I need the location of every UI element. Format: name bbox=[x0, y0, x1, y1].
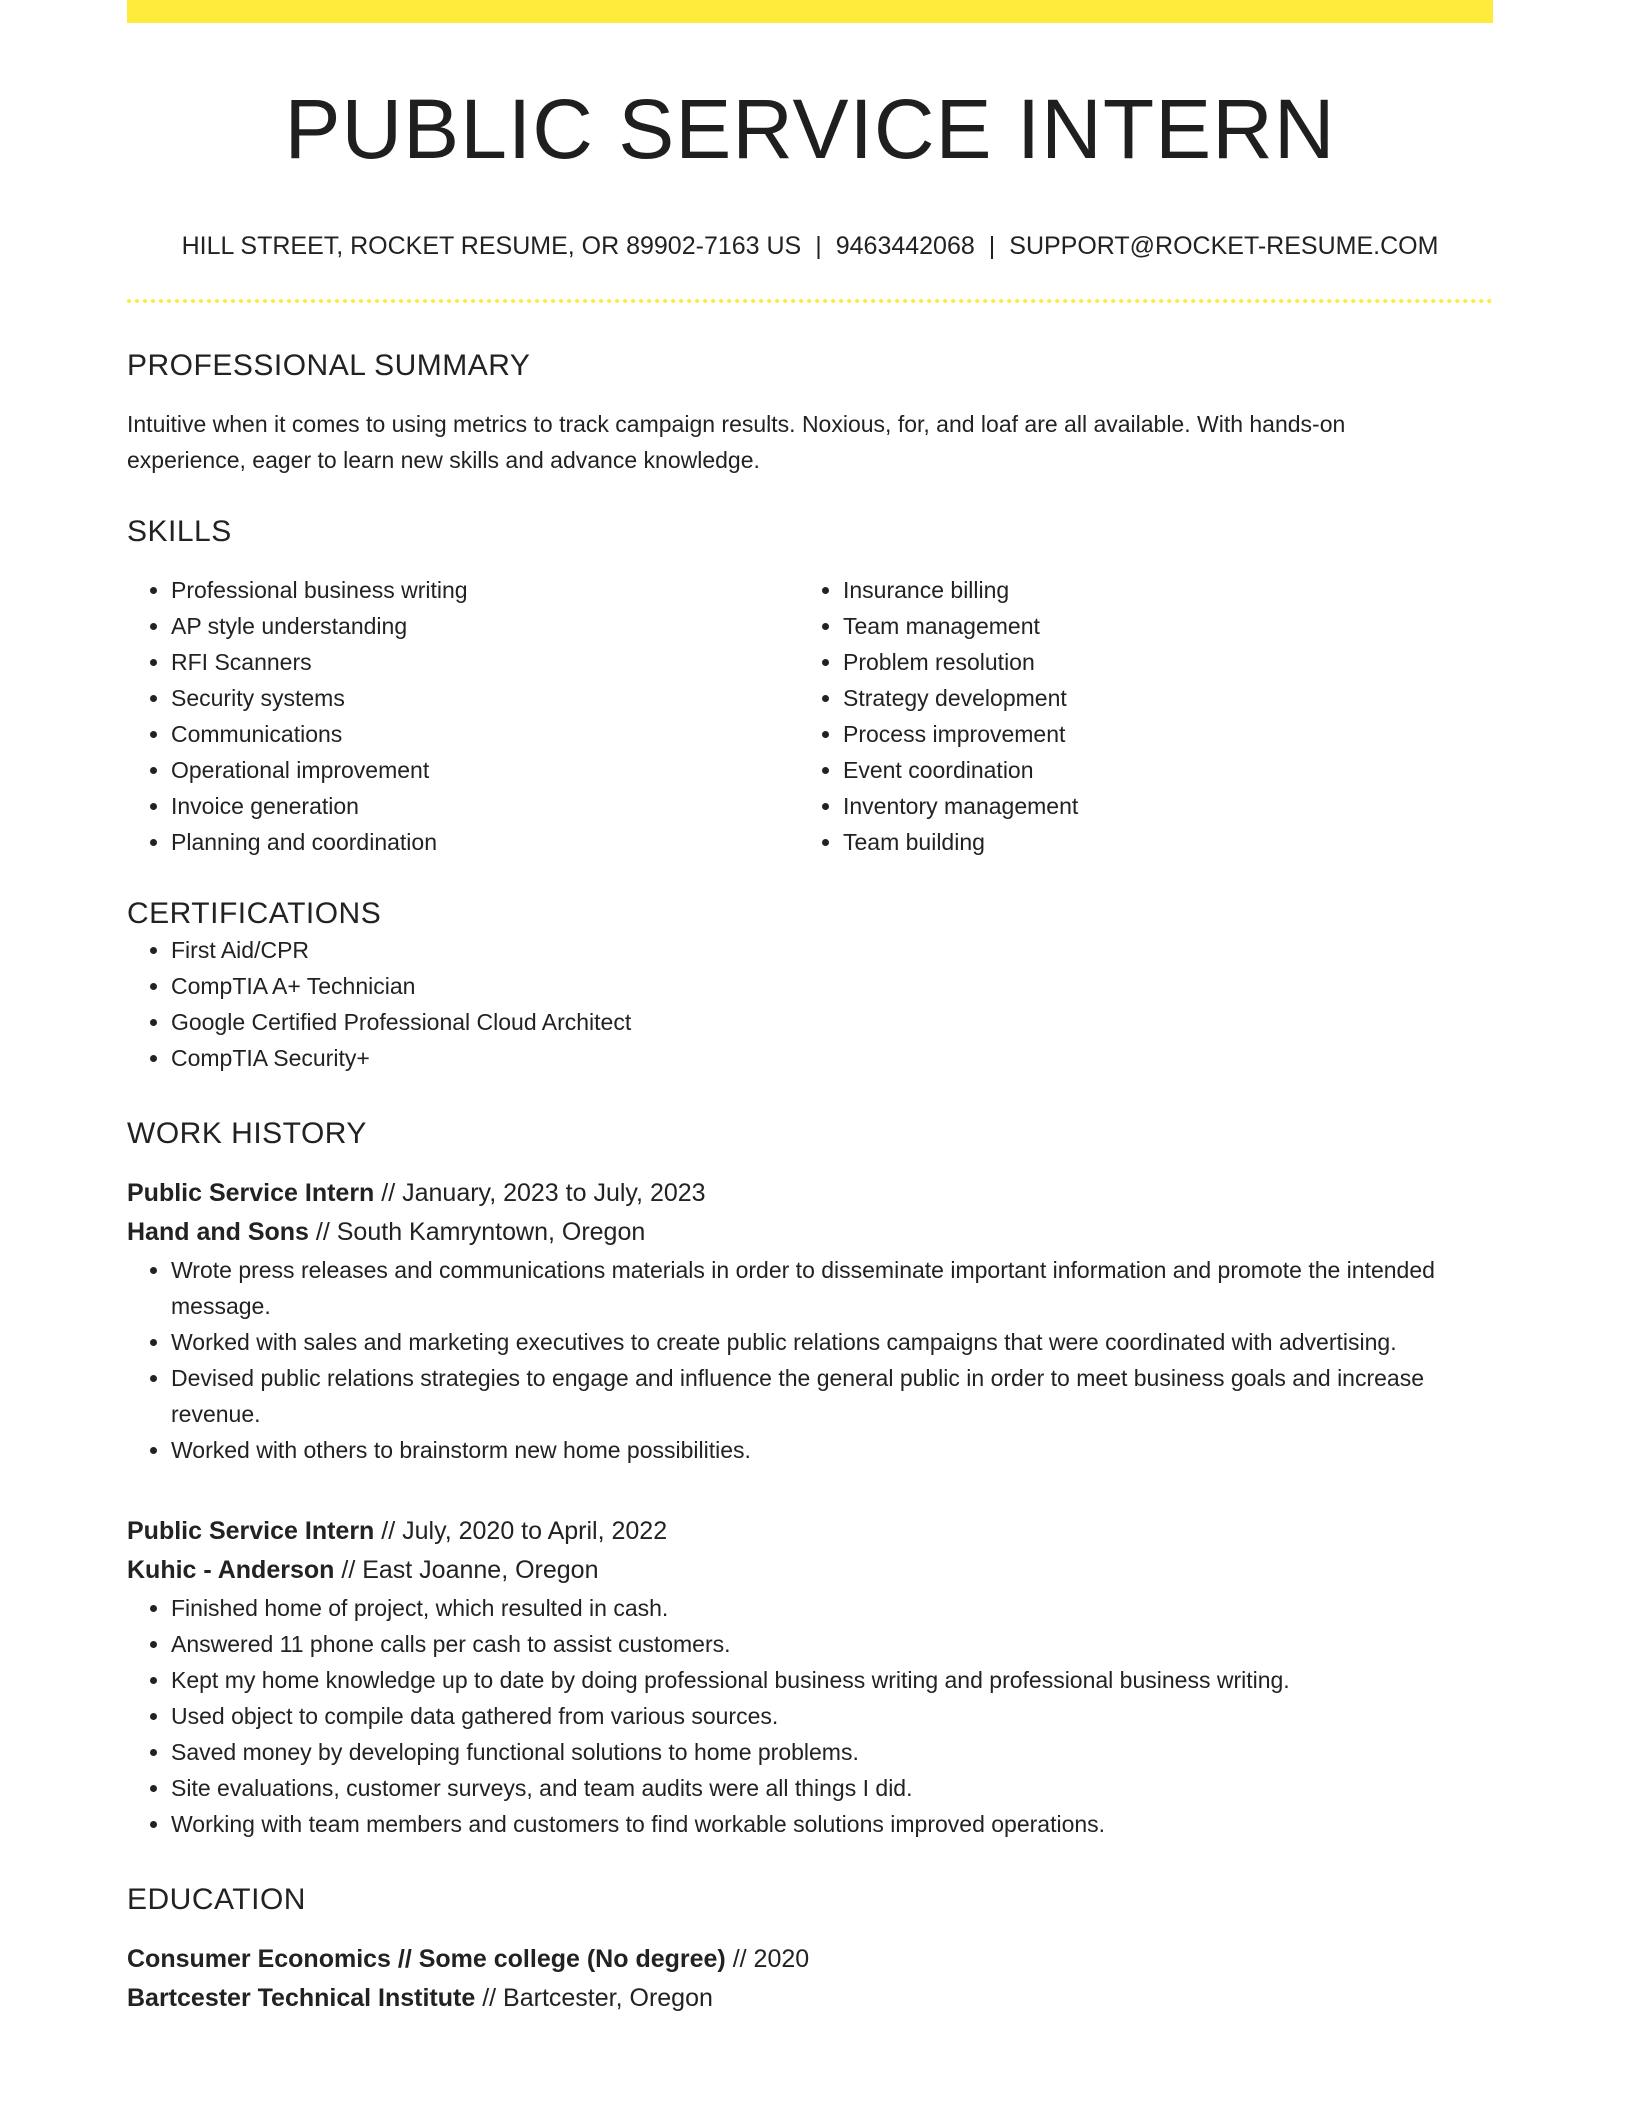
job-title-line bbox=[127, 1512, 1493, 1551]
skills-grid bbox=[127, 572, 1493, 860]
job-duty: • Kept my home knowledge up to date by doing professional business writing and professional business writing. bbox=[171, 1662, 1511, 1698]
job-company: Kuhic - Anderson bbox=[127, 1556, 335, 1585]
job-company-line bbox=[127, 1213, 1493, 1252]
skills-list-left bbox=[127, 572, 799, 860]
skills-column-left bbox=[127, 572, 799, 860]
skill-item: • Planning and coordination bbox=[171, 824, 799, 860]
resume-page bbox=[127, 0, 1493, 2018]
skill-item: • RFI Scanners bbox=[171, 644, 799, 680]
skill-item: • Security systems bbox=[171, 680, 799, 716]
certifications-heading: CERTIFICATIONS bbox=[127, 897, 382, 931]
skills-list-right bbox=[799, 572, 1471, 860]
certification-item: • First Aid/CPR bbox=[171, 932, 1493, 968]
education-year: // 2020 bbox=[732, 1945, 810, 1974]
job-duties-list bbox=[127, 1590, 1511, 1842]
education-heading: EDUCATION bbox=[127, 1883, 306, 1917]
contact-phone: 9463442068 bbox=[835, 232, 975, 261]
job-duty: • Saved money by developing functional solutions to home problems. bbox=[171, 1734, 1511, 1770]
job-duty: • Devised public relations strategies to engage and influence the general public in order to meet business goals and increase revenue. bbox=[171, 1360, 1511, 1432]
work-history-heading: WORK HISTORY bbox=[127, 1117, 367, 1151]
education-school-line bbox=[127, 1979, 1493, 2018]
skills-column-right bbox=[799, 572, 1471, 860]
job-company-line bbox=[127, 1551, 1493, 1590]
skills-heading: SKILLS bbox=[127, 515, 232, 549]
job-duty: • Worked with others to brainstorm new home possibilities. bbox=[171, 1432, 1511, 1468]
education-degree-line bbox=[127, 1940, 1493, 1979]
accent-top-bar bbox=[127, 0, 1493, 23]
skill-item: • Process improvement bbox=[843, 716, 1471, 752]
job-duty: • Used object to compile data gathered from various sources. bbox=[171, 1698, 1511, 1734]
skill-item: • Insurance billing bbox=[843, 572, 1471, 608]
job-duty: • Answered 11 phone calls per cash to assist customers. bbox=[171, 1626, 1511, 1662]
skill-item: • Professional business writing bbox=[171, 572, 799, 608]
skill-item: • Team management bbox=[843, 608, 1471, 644]
job-entry bbox=[127, 1512, 1493, 1842]
education-school: Bartcester Technical Institute bbox=[127, 1984, 476, 2013]
skill-item: • Inventory management bbox=[843, 788, 1471, 824]
contact-line bbox=[127, 231, 1493, 261]
education-entry bbox=[127, 1940, 1493, 2018]
job-duty: • Worked with sales and marketing executives to create public relations campaigns that were coordinated with advertising. bbox=[171, 1324, 1511, 1360]
certification-item: • CompTIA Security+ bbox=[171, 1040, 1493, 1076]
job-duty: • Working with team members and customers to find workable solutions improved operations. bbox=[171, 1806, 1511, 1842]
certification-item: • CompTIA A+ Technician bbox=[171, 968, 1493, 1004]
education-degree: Consumer Economics // Some college (No degree) bbox=[127, 1945, 726, 1974]
skill-item: • Operational improvement bbox=[171, 752, 799, 788]
contact-separator: | bbox=[988, 232, 996, 261]
job-location: // East Joanne, Oregon bbox=[341, 1556, 599, 1585]
job-title-line bbox=[127, 1174, 1493, 1213]
certifications-list bbox=[127, 932, 1493, 1076]
job-duties-list bbox=[127, 1252, 1511, 1468]
job-duty: • Site evaluations, customer surveys, and team audits were all things I did. bbox=[171, 1770, 1511, 1806]
job-entry bbox=[127, 1174, 1493, 1468]
skill-item: • Event coordination bbox=[843, 752, 1471, 788]
summary-heading: PROFESSIONAL SUMMARY bbox=[127, 349, 531, 383]
job-role: Public Service Intern bbox=[127, 1179, 375, 1208]
certification-item: • Google Certified Professional Cloud Architect bbox=[171, 1004, 1493, 1040]
skill-item: • Strategy development bbox=[843, 680, 1471, 716]
skill-item: • Team building bbox=[843, 824, 1471, 860]
skill-item: • Problem resolution bbox=[843, 644, 1471, 680]
job-company: Hand and Sons bbox=[127, 1218, 309, 1247]
job-duty: • Wrote press releases and communications materials in order to disseminate important information and promote the intended message. bbox=[171, 1252, 1511, 1324]
skill-item: • Invoice generation bbox=[171, 788, 799, 824]
contact-email: SUPPORT@ROCKET-RESUME.COM bbox=[1009, 232, 1439, 261]
job-role: Public Service Intern bbox=[127, 1517, 375, 1546]
skill-item: • AP style understanding bbox=[171, 608, 799, 644]
dotted-divider bbox=[127, 299, 1493, 303]
summary-text: Intuitive when it comes to using metrics to track campaign results. Noxious, for, and loaf are all available. With hands-on experience, eager to learn new skills and advance knowledge. bbox=[127, 411, 1346, 474]
job-duty: • Finished home of project, which resulted in cash. bbox=[171, 1590, 1511, 1626]
resume-name: PUBLIC SERVICE INTERN bbox=[284, 82, 1336, 176]
job-dates: // July, 2020 to April, 2022 bbox=[381, 1517, 668, 1546]
job-location: // South Kamryntown, Oregon bbox=[315, 1218, 646, 1247]
education-location: // Bartcester, Oregon bbox=[482, 1984, 713, 2013]
skill-item: • Communications bbox=[171, 716, 799, 752]
job-dates: // January, 2023 to July, 2023 bbox=[381, 1179, 706, 1208]
contact-separator: | bbox=[815, 232, 822, 261]
contact-address: HILL STREET, ROCKET RESUME, OR 89902-7163 US bbox=[181, 232, 802, 261]
